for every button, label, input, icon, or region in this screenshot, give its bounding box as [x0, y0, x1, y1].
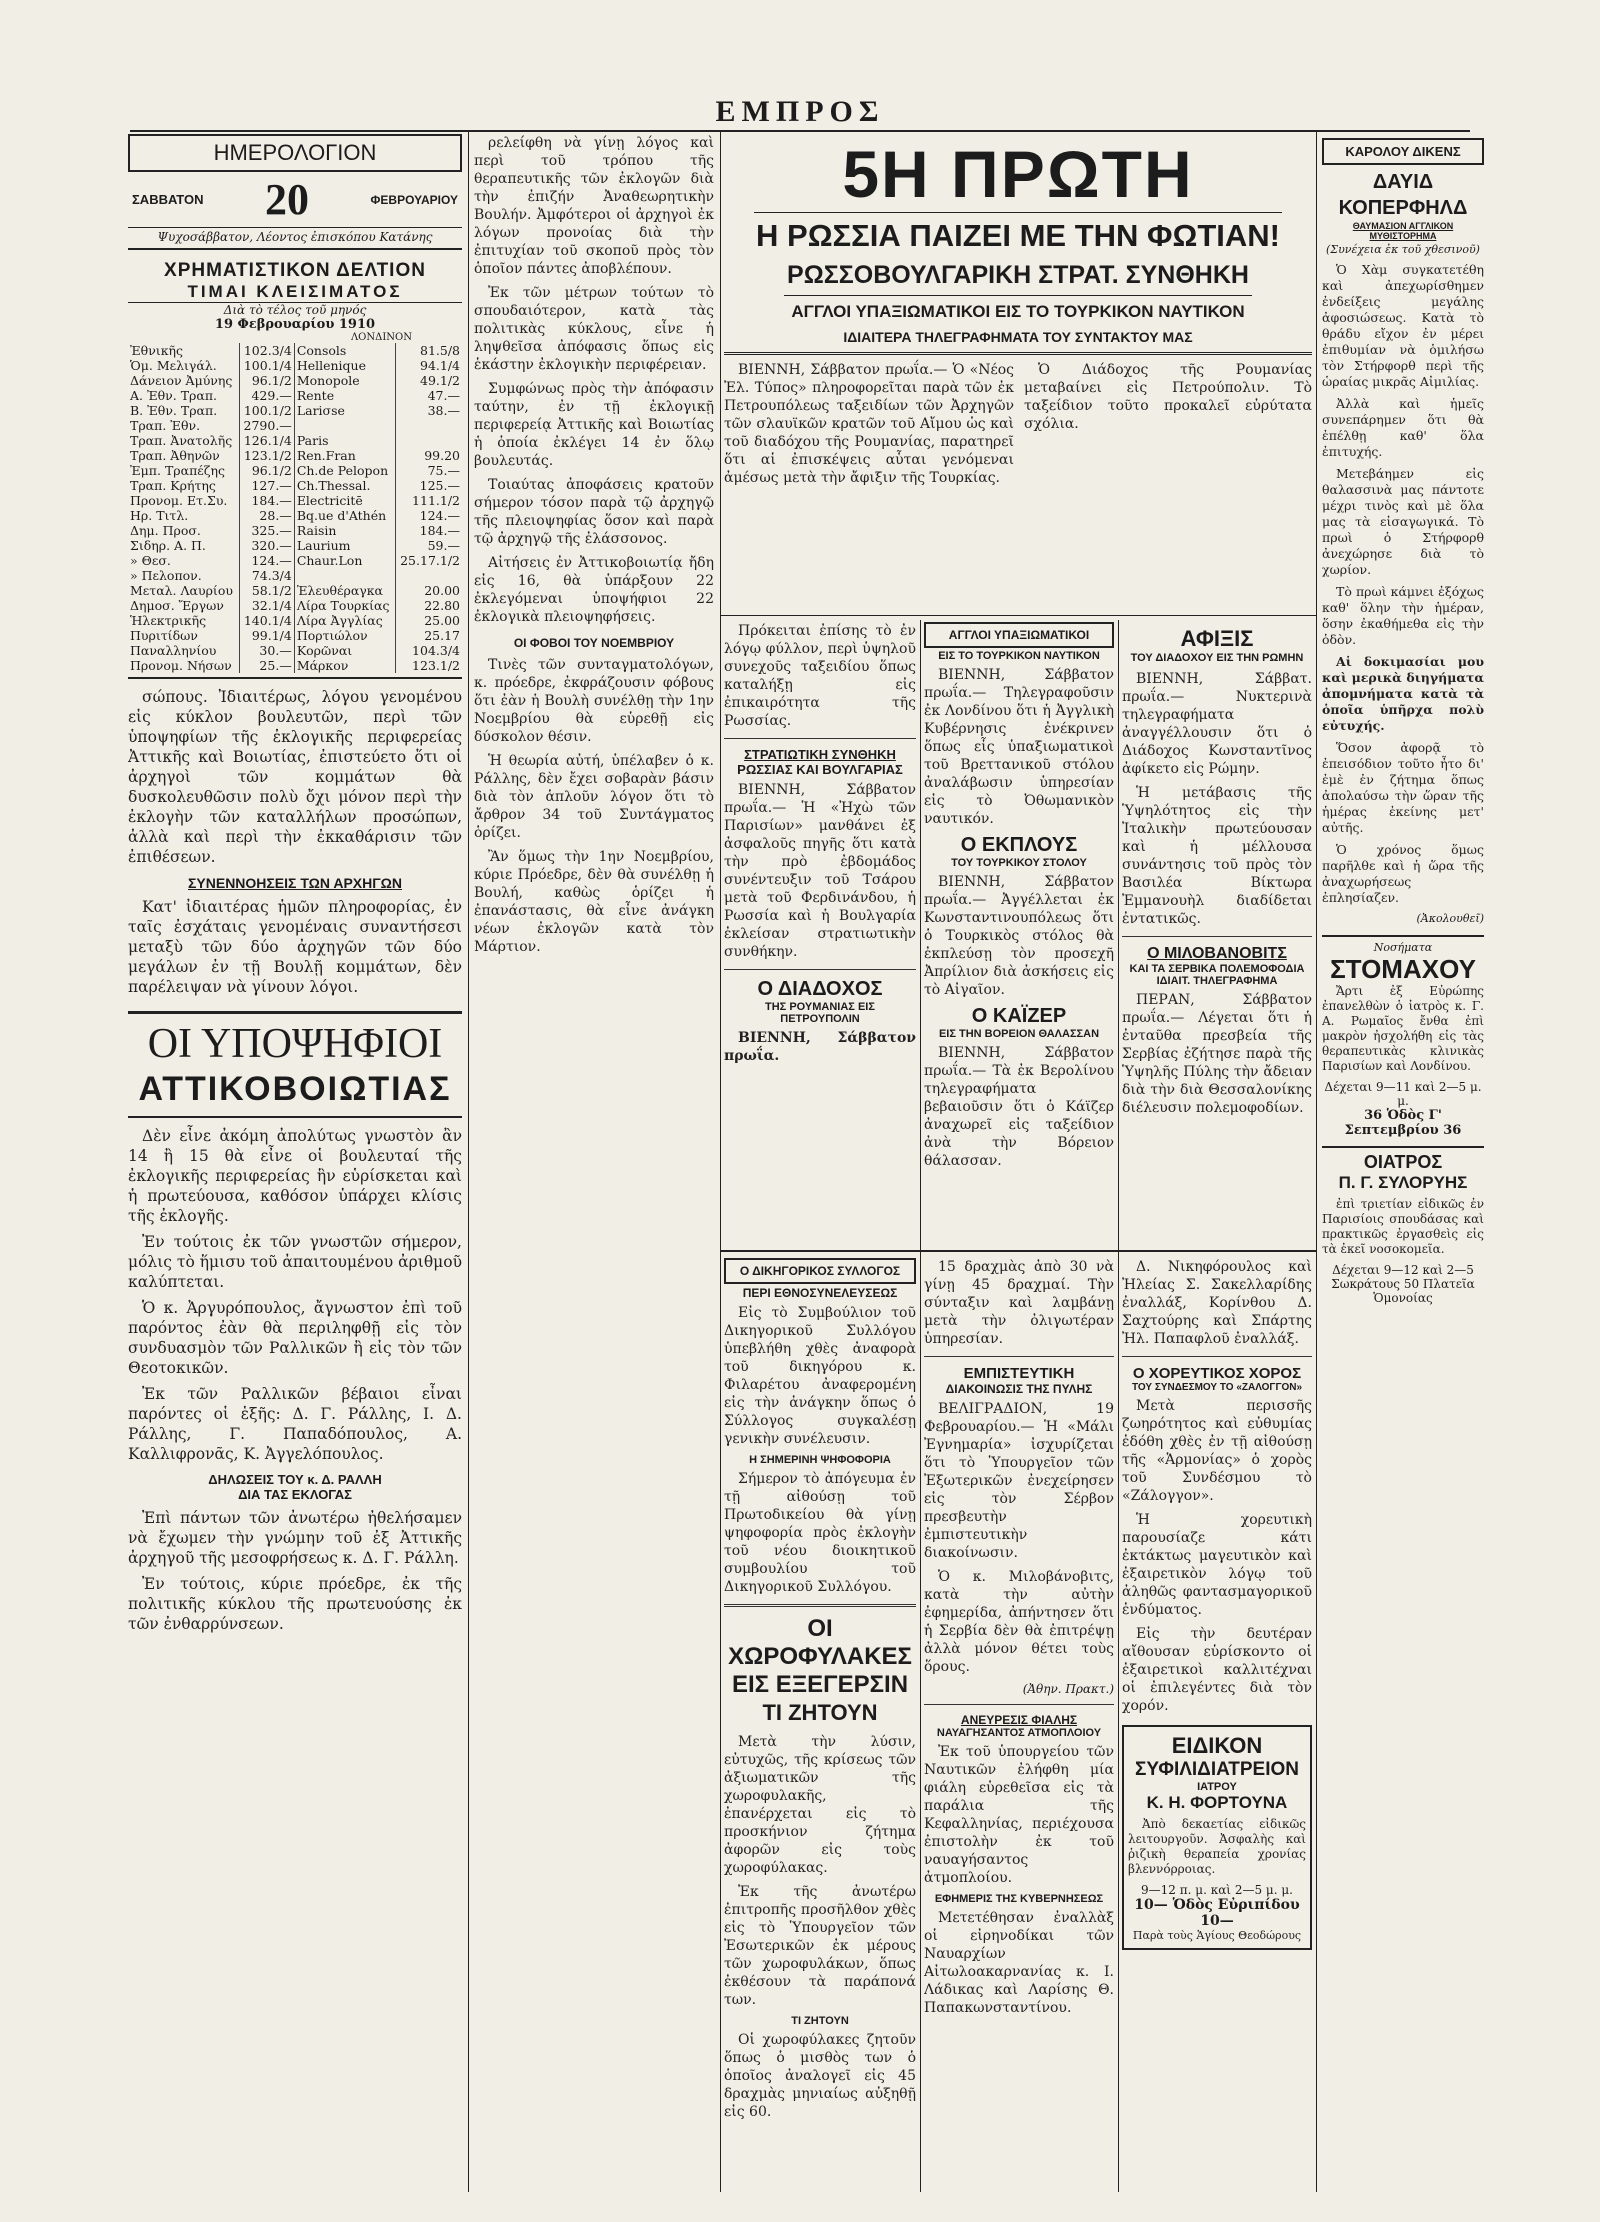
- col4-para-2: ΒΙΕΝΝΗ, Σάββατον πρωΐα.— Τηλεγραφοῦσιν ἐκ Λονδίνου ὅτι ἡ Ἀγγλικὴ Κυβέρνησις ἐνέκρινεν ὅπως εἷς ὑπαξιωματικοὶ τοῦ Βρεττανικοῦ στόλου ἀναλάβωσιν ὑπηρεσίαν εἰς τὸ Ὀθωμανικὸν ναυτικόν.: [924, 667, 1114, 827]
- finance-label: Πορτιώλον: [294, 628, 395, 643]
- col5-para-3: ΠΕΡΑΝ, Σάββατον πρωΐα.— Λέγεται ὅτι ἡ ἐνταῦθα πρεσβεία τῆς Σερβίας ἐζήτησε παρὰ τῆς Ὑψηλῆς Πύλης τὴν ἄδειαν διὰ τὴν διὰ Θεσσαλονίκης διέλευσιν πολεμοφοδίων.: [1122, 992, 1312, 1116]
- finance-label: Μεταλ. Λαυρίου: [128, 583, 239, 598]
- col1-para-3: Δὲν εἶνε ἀκόμη ἀπολύτως γνωστὸν ἂν 14 ἢ 15 θὰ εἶνε οἱ βουλευταί τῆς ἐκλογικῆς περιφερείας ἣν εὑρίσκεται καὶ ἡ πρωτεύουσα, καθόσον ὑπάρχει κλίσις τῆς ἐκλογῆς.: [128, 1127, 462, 1225]
- finance-row: [128, 388, 462, 403]
- column-4-middle: [924, 622, 1114, 1250]
- masthead: ΕΜΠΡΟΣ: [715, 95, 885, 128]
- finance-label: Τραπ. Κρήτης: [128, 478, 239, 493]
- finance-label: Monopole: [294, 373, 395, 388]
- crown-prince-subheading: ΤΗΣ ΡΟΥΜΑΝΙΑΣ ΕΙΣ ΠΕΤΡΟΥΠΟΛΙΝ: [765, 1001, 875, 1025]
- lower3-para-5: Οἱ χωροφύλακες ζητοῦν ὅπως ὁ μισθὸς των ὁ ὁποῖος ἀναλογεῖ εἰς 45 δραχμὰς μηνιαίως αὐξηθῇ εἰς 60.: [724, 2032, 916, 2120]
- clinic-ad-name: Κ. Η. ΦΟΡΤΟΥΝΑ: [1146, 1793, 1288, 1812]
- col2-para-4: Τοιαύτας ἀποφάσεις κρατοῦν σήμερον τόσον παρὰ τῷ ἀρχηγῷ τῆς πλειοψηφίας ὅσον καὶ παρὰ τῷ ἀρχηγῷ τῆς ἐλάσσονος.: [474, 477, 714, 547]
- col1-para-8: Ἐν τούτοις, κύριε πρόεδρε, ἐκ τῆς πολιτικῆς κύκλου τῆς πρωτευούσης ἐκ τῶν ἐνθαρρύνσεων.: [128, 1575, 462, 1633]
- col1-para-1: σώπους. Ἰδιαιτέρως, λόγου γενομένου εἰς κύκλον βουλευτῶν, περὶ τῶν ὑποψηφίων τῆς ἐκλογικῆς περιφερείας Ἀττικῆς καὶ Βοιωτίας, ἐπιστεύετο ὅτι οἱ ἀρχηγοὶ τῶν κομμάτων θὰ δυσκολευθῶσιν πολὺ ὄχι μόνον περὶ τὴν ἐκλογὴν τῶν καταλλήλων προσώπων, ἀλλὰ καὶ περὶ τὴν ἐκκαθάρισιν τῶν ἐπιθέσεων.: [128, 688, 462, 866]
- finance-label: Lariσse: [294, 403, 395, 418]
- finance-label: Consols: [294, 343, 395, 358]
- column-3-middle: [724, 622, 916, 1250]
- finance-note: Διὰ τὸ τέλος τοῦ μηνός: [223, 303, 367, 317]
- finance-value: 429.—: [239, 388, 294, 403]
- col1-para-2: Κατ' ἰδιαιτέρας ἡμῶν πληροφορίας, ἐν ταῖς ἐσχάταις γενομέναις συναντήσεσι μεταξὺ τῶν δύο ἀρχηγῶν τῶν δύο μεγάλων ἐν τῇ Βουλῇ κομμάτων, δὲν παρέλειψαν νὰ γίνουν λόγοι.: [128, 898, 462, 996]
- calendar-month: ΦΕΒΡΟΥΑΡΙΟΥ: [370, 192, 458, 207]
- finance-label: Τραπ. Ἀθηνῶν: [128, 448, 239, 463]
- serial-subtitle: ΘΑΥΜΑΣΙΟΝ ΑΓΓΛΙΚΟΝ ΜΥΘΙΣΤΟΡΗΜΑ: [1352, 221, 1454, 241]
- col2-para-2: Ἐκ τῶν μέτρων τούτων τὸ σπουδαιότερον, κατὰ τὰς πολιτικὰς κύκλους, εἶνε ἡ ληψθεῖσα ἀπόφασις ὅπως εἰς ἑκάστην ἐκλογικὴν περιφέρειαν.: [474, 285, 714, 373]
- finance-value: 184.—: [239, 493, 294, 508]
- third-headline: ΑΓΓΛΟΙ ΥΠΑΞΙΩΜΑΤΙΚΟΙ ΕΙΣ ΤΟ ΤΟΥΡΚΙΚΟΝ ΝΑΥΤΙΚΟΝ: [791, 302, 1245, 321]
- finance-label: Α. Ἐθν. Τραπ.: [128, 388, 239, 403]
- finance-label: Δημ. Προσ.: [128, 523, 239, 538]
- ad-stomach-address: 36 Ὁδὸς Γ' Σεπτεμβρίου 36: [1344, 1108, 1462, 1138]
- crown-prince-heading: Ο ΔΙΑΔΟΧΟΣ: [757, 978, 883, 1000]
- column-4-lower: [924, 1258, 1114, 2194]
- clinic-ad-text: Ἀπὸ δεκαετίας εἰδικῶς λειτουργοῦν. Ἀσφαλὴς καὶ ῥιζικὴ θεραπεία χρονίας βλεννόρροιας.: [1128, 1817, 1306, 1876]
- clinic-ad-address-2: Παρὰ τοὺς Ἁγίους Θεοδώρους: [1132, 1929, 1302, 1942]
- column-5-lower: [1122, 1258, 1312, 2194]
- finance-label: Τραπ. Ἐθν.: [128, 418, 239, 433]
- calendar-saints: Ψυχοσάββατον, Λέοντος ἐπισκόπου Κατάνης: [128, 228, 462, 250]
- fleet-sailing-subheading: ΤΟΥ ΤΟΥΡΚΙΚΟΥ ΣΤΟΛΟΥ: [951, 857, 1087, 869]
- col4-para-1: Ὁ Διάδοχος τῆς Ρουμανίας μεταβαίνει εἰς Πετρούπολιν. Τὸ ταξείδιον τοῦτο προκαλεῖ εὐρύτατα σχόλια.: [1024, 362, 1312, 432]
- finance-label: Δάνειον Ἀμύνης: [128, 373, 239, 388]
- finance-value: 47.—: [427, 388, 460, 403]
- finance-value: 58.1/2: [239, 583, 294, 598]
- finance-value: 49.1/2: [420, 373, 460, 388]
- main-headline: Η ΡΩΣΣΙΑ ΠΑΙΖΕΙ ΜΕ ΤΗΝ ΦΩΤΙΑΝ!: [756, 218, 1280, 253]
- finance-value: 123.1/2: [239, 448, 294, 463]
- lower5-para-2: Μετὰ περισσῆς ζωηρότητος καὶ εὐθυμίας ἐδόθη χθὲς ἐν τῇ αἰθούσῃ τῆς «Ἁρμονίας» ὁ χορὸς τοῦ Συνδέσμου τὸ «Ζάλογγον».: [1122, 1398, 1312, 1504]
- finance-label: Μάρκον: [294, 658, 395, 673]
- calendar-day: ΣΑΒΒΑΤΟΝ: [132, 192, 204, 207]
- finance-label: Κορῶναι: [294, 643, 395, 658]
- finance-label: Σιδηρ. Α. Π.: [128, 538, 239, 553]
- col2-para-3: Συμφώνως πρὸς τὴν ἀπόφασιν ταύτην, ἐν τῇ ἐκλογικῇ περιφερείᾳ Ἀττικῆς καὶ Βοιωτίας ἡ ὁποία ἐκλέγει 14 ἐν ὅλῳ βουλευτάς.: [474, 381, 714, 469]
- col4-para-4: ΒΙΕΝΝΗ, Σάββατον πρωΐα.— Τὰ ἐκ Βερολίνου τηλεγραφήματα βεβαιοῦσιν ὅτι ὁ Κάϊζερ ἀναχωρεῖ εἰς ταξείδιον ἀνὰ τὴν Βόρειον θάλασσαν.: [924, 1045, 1114, 1169]
- clinic-ad-who: ΙΑΤΡΟΥ: [1197, 1781, 1237, 1793]
- column-3-lower: [724, 1258, 916, 2194]
- serial-para-3: Μετεβάημεν εἰς θαλασσινὰ μας πάντοτε μέχρι τινὸς καὶ μὲ ὅλα μας τὰ εἰσαγωγικά. Τὸ πρωὶ ὁ Στήρφορθ ἀνεχώρησε διὰ τὸ χωρίον.: [1322, 466, 1484, 577]
- finance-label: Ch.de Pelopon: [294, 463, 395, 478]
- serial-para-2: Ἀλλὰ καὶ ἡμεῖς συνεπάρημεν ὅτι θὰ ἐπέλθῃ καθ' ὅλα ἐπιτυχής.: [1322, 396, 1484, 459]
- finance-value: [395, 433, 462, 448]
- finance-label: Raisin: [294, 523, 395, 538]
- finance-label: [294, 568, 395, 583]
- arrival-subheading: ΤΟΥ ΔΙΑΔΟΧΟΥ ΕΙΣ ΤΗΝ ΡΩΜΗΝ: [1130, 652, 1304, 664]
- edition-headline: 5Η ΠΡΩΤΗ: [842, 138, 1194, 211]
- col2-para-5: Αἰτήσεις ἐν Ἀττικοβοιωτίᾳ ἤδη εἰς 16, θὰ ὑπάρξουν 22 ἐκλεγόμεναι ὑποψήφιοι 22 ἐκλογικὰ πλειοψηφήσεις.: [474, 555, 714, 625]
- serial-title: ΔΑΥΙΔ ΚΟΠΕΡΦΗΛΔ: [1338, 171, 1468, 219]
- col5-para-2: Ἡ μετάβασις τῆς Ὑψηλότητος εἰς τὴν Ἰταλικὴν πρωτεύουσαν καὶ ἡ μέλλουσα συνάντησις τοῦ πρὸς τὸν Βασιλέα Βίκτωρα Ἐμμανουὴλ διαδίδεται ἐντατικῶς.: [1122, 785, 1312, 927]
- finance-label: Rente: [294, 388, 395, 403]
- finance-label: Ren.Fran: [294, 448, 395, 463]
- british-officers-subheading: ΕΙΣ ΤΟ ΤΟΥΡΚΙΚΟΝ ΝΑΥΤΙΚΟΝ: [938, 650, 1100, 662]
- finance-value: 74.3/4: [239, 568, 294, 583]
- finance-date: 19 Φεβρουαρίου 1910: [214, 317, 376, 332]
- column-5-middle: [1122, 622, 1312, 1250]
- ad-doctor-text: ἐπὶ τριετίαν εἰδικῶς ἐν Παρισίοις σπουδάσας καὶ πρακτικῶς ἐργασθεὶς εἰς τὰ ἐκεῖ νοσοκομεῖα.: [1322, 1197, 1484, 1256]
- lower3-para-2: Σήμερον τὸ ἀπόγευμα ἐν τῇ αἰθούσῃ τοῦ Πρωτοδικείου θὰ γίνῃ ψηφοφορία πρὸς ἐκλογὴν τοῦ νέου διοικητικοῦ συμβουλίου τοῦ Δικηγορικοῦ Συλλόγου.: [724, 1471, 916, 1595]
- kaiser-subheading: ΕΙΣ ΤΗΝ ΒΟΡΕΙΟΝ ΘΑΛΑΣΣΑΝ: [938, 1028, 1100, 1040]
- col1-para-6: Ἐκ τῶν Ραλλικῶν βέβαιοι εἶναι παρόντες οἱ ἑξῆς: Δ. Γ. Ράλλης, Ι. Δ. Ράλλης, Γ. Παπαδόπουλος, Α. Καλλιφρονᾶς, Κ. Ἀγγελόπουλος.: [128, 1385, 462, 1463]
- todays-vote-heading: Η ΣΗΜΕΡΙΝΗ ΨΗΦΟΦΟΡΙΑ: [749, 1454, 891, 1466]
- finance-value: 38.—: [427, 403, 460, 418]
- finance-value: 320.—: [239, 538, 294, 553]
- finance-value: 59.—: [427, 538, 460, 553]
- finance-label: Ηρ. Τιτλ.: [128, 508, 239, 523]
- lower4-source: (Ἀθην. Πρακτ.): [1022, 1682, 1114, 1696]
- front-headline-block: [724, 138, 1312, 612]
- lower6-para-1: Ὅσον ἀφορᾷ τὸ ἐπεισόδιον τοῦτο ἦτο δι' ἐμὲ ἐν ζήτημα ὅπως ἀπολαύσω τὴν ὥραν τῆς ἡμέρας ἐκείνης μετ' αὐτῆς.: [1322, 740, 1484, 835]
- bottle-subheading: ΝΑΥΑΓΗΣΑΝΤΟΣ ΑΤΜΟΠΛΟΙΟΥ: [936, 1727, 1102, 1739]
- ad-doctor-tag: ΟΙΑΤΡΟΣ: [1363, 1152, 1443, 1172]
- finance-value: 124.—: [239, 553, 294, 568]
- finance-label: Electricitē: [294, 493, 395, 508]
- col2-para-7: Ἡ θεωρία αὐτή, ὑπέλαβεν ὁ κ. Ράλλης, δὲν ἔχει σοβαρὰν βάσιν διὰ τὸν ἁπλοῦν λόγον ὅτι τὸ ἄρθρον 34 τοῦ Συντάγματος ὁρίζει.: [474, 753, 714, 841]
- clinic-ad: [1122, 1725, 1312, 1950]
- finance-value: 123.1/2: [412, 658, 460, 673]
- clinic-ad-hours: 9—12 π. μ. καὶ 2—5 μ. μ.: [1141, 1883, 1293, 1897]
- lower4-para-1: 15 δραχμὰς ἀπὸ 30 νὰ γίνῃ 45 δραχμαί. Τὴν σύνταξιν καὶ λαμβάνῃ μετὰ τὴν ὀλιγωτέραν ὑπηρεσίαν.: [924, 1259, 1114, 1347]
- british-officers-heading: ΑΓΓΛΟΙ ΥΠΑΞΙΩΜΑΤΙΚΟΙ: [924, 622, 1114, 648]
- gendarmes-headline-2: ΕΙΣ ΕΞΕΓΕΡΣΙΝ: [731, 1671, 909, 1698]
- section-divider: [720, 1250, 1316, 1252]
- finance-title: ΧΡΗΜΑΤΙΣΤΙΚΟΝ ΔΕΛΤΙΟΝ: [164, 260, 426, 281]
- bar-association-subheading: ΠΕΡΙ ΕΘΝΟΣΥΝΕΛΕΥΣΕΩΣ: [742, 1286, 898, 1300]
- finance-row: [128, 508, 462, 523]
- finance-row: [128, 628, 462, 643]
- porte-note-heading: ΕΜΠΙΣΤΕΥΤΙΚΗ: [963, 1365, 1075, 1382]
- serial-author: ΚΑΡΟΛΟΥ ΔΙΚΕΝΣ: [1322, 138, 1484, 165]
- column-divider: [468, 132, 469, 2192]
- finance-value: 30.—: [239, 643, 294, 658]
- finance-subtitle: ΤΙΜΑΙ ΚΛΕΙΣΙΜΑΤΟΣ: [128, 282, 462, 303]
- rallis-statement-subheading: ΔΙΑ ΤΑΣ ΕΚΛΟΓΑΣ: [238, 1487, 352, 1502]
- finance-label: Προνομ. Ετ.Συ.: [128, 493, 239, 508]
- finance-label: Πυριτίδων: [128, 628, 239, 643]
- lower5-para-3: Ἡ χορευτικὴ παρουσίαζε κάτι ἐκτάκτως μαγευτικὸν καὶ ἐξαιρετικὸν λόγῳ τοῦ ἀληθῶς φαντασμαγορικοῦ ἐνδύματος.: [1122, 1512, 1312, 1618]
- ad-doctor-address: Σωκράτους 50 Πλατεῖα Ὁμονοίας: [1331, 1277, 1475, 1305]
- lower6-para-2: Ὁ χρόνος ὅμως παρῆλθε καὶ ἡ ὥρα τῆς ἀναχωρήσεως ἐπλησίαζεν.: [1322, 842, 1484, 905]
- finance-value: 25.—: [239, 658, 294, 673]
- finance-value: 2790.—: [239, 418, 294, 433]
- finance-label: Ὁμ. Μελιγάλ.: [128, 358, 239, 373]
- secondary-headline: ΡΩΣΣΟΒΟΥΛΓΑΡΙΚΗ ΣΤΡΑΤ. ΣΥΝΘΗΚΗ: [787, 261, 1249, 289]
- ad-doctor-name: Π. Γ. ΣΥΛΟΡΥΗΣ: [1338, 1173, 1468, 1192]
- col2-section-heading: ΟΙ ΦΟΒΟΙ ΤΟΥ ΝΟΕΜΒΡΙΟΥ: [513, 636, 675, 650]
- finance-table: [128, 343, 462, 673]
- gendarmes-headline: ΟΙ ΧΩΡΟΦΥΛΑΚΕΣ: [728, 1615, 912, 1670]
- finance-value: 100.1/2: [239, 403, 294, 418]
- finance-row: [128, 343, 462, 358]
- column-divider: [920, 620, 921, 2192]
- finance-value: 102.3/4: [239, 343, 294, 358]
- ad-stomach-tag: Νοσήματα: [1373, 941, 1433, 954]
- section-divider: [720, 615, 1316, 616]
- finance-label: Chaur.Lon: [294, 553, 395, 568]
- col1-para-4: Ἐν τούτοις ἐκ τῶν γνωστῶν σήμερον, μόλις τὸ ἥμισυ τοῦ ἀπαιτουμένου ἀριθμοῦ καλύπτεται.: [128, 1233, 462, 1291]
- finance-row: [128, 418, 462, 433]
- finance-value: 140.1/4: [239, 613, 294, 628]
- top-rule: [130, 130, 1470, 132]
- rallis-statement-heading: ΔΗΛΩΣΕΙΣ ΤΟΥ κ. Δ. ΡΑΛΛΗ: [208, 1472, 382, 1487]
- col2-para-1: ρελείφθη νὰ γίνῃ λόγος καὶ περὶ τοῦ τρόπου τῆς θεραπευτικῆς τῶν ἐκλογῶν διὰ τὴν ἐπιζήν Ἀναθεωρητικὴν Βουλήν. Ἀμφότεροι οἱ ἀρχηγοὶ ἐκ λόγων προνοίας διὰ τὴν ἐπιτυχίαν τοῦ σκοποῦ πρὸς τὸν ὁποῖον πάντες ἀποβλέπουν.: [474, 135, 714, 277]
- lower4-para-5: Μετετέθησαν ἐναλλὰξ οἱ εἰρηνοδίκαι τῶν Ναυαρχίων Αἰτωλοακαρνανίας κ. Ι. Λάδικας καὶ Λαρίσης Θ. Παπακωνσταντίνου.: [924, 1910, 1114, 2016]
- col1-para-7: Ἐπὶ πάντων τῶν ἀνωτέρω ἠθελήσαμεν νὰ ἔχωμεν τὴν γνώμην τοῦ ἐξ Ἀττικῆς ἀρχηγοῦ τῆς μεσοφρήσεως κ. Δ. Γ. Ράλλη.: [128, 1509, 462, 1567]
- col2-para-6: Τινὲς τῶν συνταγματολόγων, κ. πρόεδρε, ἐκφράζουσιν φόβους ὅτι ἐὰν ἡ Βουλὴ συνέλθῃ τὴν 1ην Νοεμβρίου θὰ εὑρεθῇ εἰς δύσκολον θέσιν.: [474, 657, 714, 745]
- finance-label: Λίρα Τουρκίας: [294, 598, 395, 613]
- fleet-sailing-heading: Ο ΕΚΠΛΟΥΣ: [960, 834, 1078, 856]
- lower5-para-1: Δ. Νικηφόρουλος καὶ Ἠλείας Σ. Σακελλαρίδης ἐναλλάξ, Κορίνθου Δ. Σαχτούρης καὶ Σπάρτης Ἠλ. Παπαφλοῦ ἐναλλάξ.: [1122, 1259, 1312, 1347]
- lower3-para-1: Εἰς τὸ Συμβούλιον τοῦ Δικηγορικοῦ Συλλόγου ὑπεβλήθη χθὲς ἀναφορὰ τοῦ δικηγόρου κ. Φιλαρέτου ἀναφερομένη εἰς τὴν ἀνάγκην ὅπως ὁ Σύλλογος συγκαλέσῃ γενικὴν συνέλευσιν.: [724, 1305, 916, 1447]
- ad-stomach-text: Ἄρτι ἐξ Εὐρώπης ἐπανελθὼν ὁ ἰατρὸς κ. Γ. Α. Ρωμαῖος ἔνθα ἐπὶ μακρὸν ἠσχολήθη εἰς τὰς θεραπευτικὰς κλινικὰς Παρισίων καὶ Λονδίνου.: [1322, 984, 1484, 1073]
- finance-row: [128, 658, 462, 673]
- fourth-headline: ΙΔΙΑΙΤΕΡΑ ΤΗΛΕΓΡΑΦΗΜΑΤΑ ΤΟΥ ΣΥΝΤΑΚΤΟΥ ΜΑΣ: [843, 329, 1193, 345]
- gazette-heading: ΕΦΗΜΕΡΙΣ ΤΗΣ ΚΥΒΕΡΝΗΣΕΩΣ: [934, 1893, 1104, 1905]
- finance-label: Τραπ. Ἀνατολῆς: [128, 433, 239, 448]
- finance-row: [128, 433, 462, 448]
- finance-value: [395, 568, 462, 583]
- finance-value: 99.20: [424, 448, 460, 463]
- column-1: [128, 134, 462, 2194]
- serial-para-1: Ὁ Χὰμ συγκατετέθη καὶ ἀπεχωρίσθημεν ἐνδείξεις μεγάλης ἀφοσιώσεως. Κατὰ τὸ θράδυ εἴχον ἐν μέρει ἐπιθυμίαν νὰ ὁμιλήσω τὸν Στήρφορθ περὶ τῆς ὡραίας μικρᾶς Αἰμιλίας.: [1322, 262, 1484, 389]
- finance-value: 32.1/4: [239, 598, 294, 613]
- finance-label: » Θεσ.: [128, 553, 239, 568]
- milovanovic-telegram: ΙΔΙΑΙΤ. ΤΗΛΕΓΡΑΦΗΜΑ: [1156, 975, 1278, 987]
- finance-row: [128, 463, 462, 478]
- finance-value: 184.—: [419, 523, 460, 538]
- finance-value: 99.1/4: [239, 628, 294, 643]
- finance-value: 25.00: [424, 613, 460, 628]
- finance-value: 96.1/2: [239, 463, 294, 478]
- military-pact-subheading: ΡΩΣΣΙΑΣ ΚΑΙ ΒΟΥΛΓΑΡΙΑΣ: [737, 762, 903, 777]
- finance-label: Laurium: [294, 538, 395, 553]
- lower3-para-3: Μετὰ τὴν λύσιν, εὐτυχῶς, τῆς κρίσεως τῶν ἀξιωματικῶν τῆς χωροφυλακῆς, ἐπανέρχεται εἰς τὸ προσκήνιον ζήτημα ἀφορῶν εἰς τοὺς χωροφύλακας.: [724, 1734, 916, 1876]
- finance-row: [128, 373, 462, 388]
- clinic-ad-address: 10— Ὁδὸς Εὐριπίδου 10—: [1134, 1897, 1300, 1929]
- finance-value: 25.17.1/2: [400, 553, 460, 568]
- finance-row: [128, 493, 462, 508]
- calendar-title: ΗΜΕΡΟΛΟΓΙΟΝ: [128, 134, 462, 172]
- finance-value: 94.1/4: [420, 358, 460, 373]
- finance-label: » Πελοπον.: [128, 568, 239, 583]
- lower4-para-4: Ἐκ τοῦ ὑπουργείου τῶν Ναυτικῶν ἐλήφθη μία φιάλη εὑρεθεῖσα εἰς τὰ παράλια τῆς Κεφαλληνίας, περιέχουσα ἐπιστολὴν ἐκ τοῦ ναυαγήσαντος ἀτμοπλοίου.: [924, 1744, 1114, 1886]
- finance-london: ΛΟΝΔΙΝΟΝ: [350, 332, 412, 343]
- finance-label: Paris: [294, 433, 395, 448]
- finance-row: [128, 448, 462, 463]
- col2-para-8: Ἂν ὅμως τὴν 1ην Νοεμβρίου, κύριε Πρόεδρε, δὲν θὰ συνέλθῃ ἡ Βουλή, καθὼς ὁρίζει ἡ ἐπανάστασις, θὰ εἶνε ἀνάγκη νέων ἐκλογῶν κατὰ τὸν Μάρτιον.: [474, 849, 714, 955]
- lower5-para-4: Εἰς τὴν δευτέραν αἴθουσαν εὑρίσκοντο οἱ ἐξαιρετικοὶ καλλιτέχναι οἱ ἐπιλεγέντες διὰ τὸν χορόν.: [1122, 1626, 1312, 1714]
- finance-label: Λίρα Ἀγγλίας: [294, 613, 395, 628]
- finance-value: 124.—: [419, 508, 460, 523]
- lower4-para-3: Ὁ κ. Μιλοβάνοβιτς, κατὰ τὴν αὐτὴν ἐφημερίδα, ἀπήντησεν ὅτι ἡ Σερβία δὲν θὰ ἐπιτρέψῃ ἀλλὰ μόνον θέτει τοὺς ὅρους.: [924, 1569, 1114, 1675]
- vienna-report-3: ΒΙΕΝΝΗ, Σάββατον πρωΐα.— Ἡ «Ἠχὼ τῶν Παρισίων» μανθάνει ἐξ ἀσφαλοῦς πηγῆς ὅτι κατὰ τὴν πρὸ ἐβδομάδος συνέντευξιν τοῦ Τσάρου μετὰ τοῦ Φερδινάνδου, ἡ Ρωσσία καὶ ἡ Βουλγαρία ἐκλείσαν στρατιωτικὴν συνθήκην.: [724, 782, 916, 960]
- dance-subheading: ΤΟΥ ΣΥΝΔΕΣΜΟΥ ΤΟ «ΖΑΛΟΓΓΟΝ»: [1131, 1382, 1303, 1393]
- column-divider: [1316, 132, 1317, 2192]
- finance-label: Παναλληνίου: [128, 643, 239, 658]
- military-pact-heading: ΣΤΡΑΤΙΩΤΙΚΗ ΣΥΝΘΗΚΗ: [744, 747, 896, 762]
- finance-value: 22.80: [424, 598, 460, 613]
- finance-label: Ἡλεκτρικῆς: [128, 613, 239, 628]
- arrival-heading: ΑΦΙΞΙΣ: [1180, 626, 1254, 651]
- bar-association-heading: Ο ΔΙΚΗΓΟΡΙΚΟΣ ΣΥΛΛΟΓΟΣ: [724, 1258, 916, 1284]
- vienna-report-4: ΒΙΕΝΝΗ, Σάββατον πρωΐα.: [724, 1030, 916, 1064]
- finance-value: 20.00: [424, 583, 460, 598]
- calendar-date: 20: [265, 175, 310, 224]
- column-6: [1322, 138, 1484, 2194]
- col1-para-5: Ὁ κ. Ἀργυρόπουλος, ἄγνωστον ἐπὶ τοῦ παρόντος ἐὰν θὰ περιληφθῇ εἰς τὸν συνδυασμὸν τῶν Ραλλικῶν ἢ εἰς τὸν τῶν Θεοτοκικῶν.: [128, 1299, 462, 1377]
- finance-row: [128, 568, 462, 583]
- finance-row: [128, 478, 462, 493]
- milovanovic-subheading: ΚΑΙ ΤΑ ΣΕΡΒΙΚΑ ΠΟΛΕΜΟΦΟΔΙΑ: [1129, 963, 1305, 975]
- finance-value: 325.—: [239, 523, 294, 538]
- finance-label: Ἐμπ. Τραπέζης: [128, 463, 239, 478]
- column-divider: [1118, 620, 1119, 2192]
- finance-row: [128, 583, 462, 598]
- finance-value: 104.3/4: [412, 643, 460, 658]
- clinic-ad-title-2: ΣΥΦΙΛΙΔΙΑΤΡΕΙΟΝ: [1135, 1759, 1299, 1780]
- finance-label: [294, 418, 395, 433]
- finance-label: Ἐθνικῆς: [128, 343, 239, 358]
- serial-continued: (Συνέχεια ἐκ τοῦ χθεσινοῦ): [1326, 243, 1480, 256]
- dance-heading: Ο ΧΟΡΕΥΤΙΚΟΣ ΧΟΡΟΣ: [1132, 1365, 1302, 1382]
- finance-row: [128, 598, 462, 613]
- lower4-para-2: ΒΕΛΙΓΡΑΔΙΟΝ, 19 Φεβρουαρίου.— Ἡ «Μάλι Ἐγνημαρία» ἰσχυρίζεται ὅτι τὸ Ὑπουργεῖον τῶν Ἐξωτερικῶν ἐνεχείρησεν εἰς τὸν Σέρβον πρεσβευτὴν ἐμπιστευτικὴν διακοίνωσιν.: [924, 1401, 1114, 1561]
- finance-value: 111.1/2: [412, 493, 460, 508]
- finance-row: [128, 538, 462, 553]
- finance-row: [128, 358, 462, 373]
- column-divider: [720, 132, 721, 2192]
- finance-value: 127.—: [239, 478, 294, 493]
- finance-label: Ἐλευθέραγκα: [294, 583, 395, 598]
- finance-row: [128, 613, 462, 628]
- finance-label: Δημοσ. Ἔργων: [128, 598, 239, 613]
- porte-note-subheading: ΔΙΑΚΟΙΝΩΣΙΣ ΤΗΣ ΠΥΛΗΣ: [945, 1382, 1093, 1396]
- finance-label: Hellenique: [294, 358, 395, 373]
- finance-label: Ch.Thessal.: [294, 478, 395, 493]
- big-headline-candidates: ΟΙ ΥΠΟΨΗΦΙΟΙ: [147, 1021, 443, 1067]
- finance-row: [128, 553, 462, 568]
- col1-section-heading: ΣΥΝΕΝΝΟΗΣΕΙΣ ΤΩΝ ΑΡΧΗΓΩΝ: [188, 875, 402, 891]
- col5-para-1: ΒΙΕΝΝΗ, Σάββατ. πρωΐα.— Νυκτερινὰ τηλεγραφήματα ἀναγγέλλουσιν ὅτι ὁ Διάδοχος Κωνσταντῖνος ἀφίκετο εἰς Ρώμην.: [1122, 671, 1312, 777]
- finance-row: [128, 403, 462, 418]
- serial-para-4: Τὸ πρωὶ κάμνει ἐξόχως καθ' ὅλην τὴν ἡμέραν, ὅσην ἐκαθήμεθα εἰς τὴν ὁδὸν.: [1322, 584, 1484, 647]
- finance-value: 100.1/4: [239, 358, 294, 373]
- gendarmes-headline-3: ΤΙ ΖΗΤΟΥΝ: [762, 1700, 878, 1725]
- finance-label: Bq.ue d'Athén: [294, 508, 395, 523]
- finance-label: Προνομ. Νήσων: [128, 658, 239, 673]
- column-2: [474, 134, 714, 2194]
- finance-value: 75.—: [427, 463, 460, 478]
- finance-value: 126.1/4: [239, 433, 294, 448]
- clinic-ad-title: ΕΙΔΙΚΟΝ: [1171, 1733, 1263, 1758]
- bottle-heading: ΑΝΕΥΡΕΣΙΣ ΦΙΑΛΗΣ: [960, 1713, 1078, 1727]
- ad-stomach-hours: Δέχεται 9—11 καὶ 2—5 μ. μ.: [1324, 1080, 1482, 1108]
- ad-stomach-title: ΣΤΟΜΑΧΟΥ: [1330, 954, 1476, 984]
- finance-value: 81.5/8: [420, 343, 460, 358]
- lower3-para-4: Ἐκ τῆς ἀνωτέρω ἐπιτροπῆς προσῆλθον χθὲς εἰς τὸ Ὑπουργεῖον τῶν Ἐσωτερικῶν ἐκ μέρους τῶν χωροφυλάκων, ὅπως ἐκθέσουν τὰ παράπονά των.: [724, 1884, 916, 2008]
- finance-row: [128, 643, 462, 658]
- big-headline-attica: ΑΤΤΙΚΟΒΟΙΩΤΙΑΣ: [138, 1070, 452, 1108]
- ad-doctor-hours: Δέχεται 9—12 καὶ 2—5: [1332, 1263, 1474, 1277]
- what-they-want-heading: ΤΙ ΖΗΤΟΥΝ: [791, 2015, 849, 2027]
- kaiser-heading: Ο ΚΑΪΖΕΡ: [971, 1005, 1067, 1027]
- col4-para-3: ΒΙΕΝΝΗ, Σάββατον πρωΐα.— Ἀγγέλλεται ἐκ Κωνσταντινουπόλεως ὅτι ὁ Τουρκικὸς στόλος θὰ ἐκπλεύσῃ τὸν προσεχῆ Ἀπρίλιον διὰ ἀσκήσεις εἰς τὸ Αἰγαῖον.: [924, 874, 1114, 998]
- finance-value: 28.—: [239, 508, 294, 523]
- finance-value: [395, 418, 462, 433]
- vienna-report-2: Πρόκειται ἐπίσης τὸ ἐν λόγῳ φύλλον, περὶ ὑψηλοῦ συνεχοῦς ταξειδίου ὅπως καταλήξῃ εἰς ἐπικαιρότητα τῆς Ρωσσίας.: [724, 623, 916, 729]
- finance-value: 125.—: [419, 478, 460, 493]
- finance-value: 96.1/2: [239, 373, 294, 388]
- calendar-date-row: [128, 172, 462, 228]
- finance-row: [128, 523, 462, 538]
- serial-to-be-continued: (Ἀκολουθεῖ): [1416, 912, 1484, 925]
- milovanovic-heading: Ο ΜΙΛΟΒΑΝΟΒΙΤΣ: [1147, 945, 1287, 962]
- finance-value: 25.17: [424, 628, 460, 643]
- finance-label: Β. Ἐθν. Τραπ.: [128, 403, 239, 418]
- vienna-report-1: ΒΙΕΝΝΗ, Σάββατον πρωΐα.— Ὁ «Νέος Ἐλ. Τύπος» πληροφορεῖται παρὰ τῶν ἐκ Πετρουπόλεως ταξειδίων τῶν Ἀρχηγῶν τῶν σλαυϊκῶν κρατῶν τοῦ Αἴμου ὡς καὶ τοῦ διαδόχου τῆς Ρουμανίας, παρατηρεῖ ὅτι αἱ ἐπισκέψεις αὗται γενόμεναι ἀμέσως μετὰ τὴν ἄφιξιν τῆς Τουρκίας.: [724, 362, 1014, 486]
- serial-section: Αἱ δοκιμασίαι μου καὶ μερικὰ διηγήματα ἀπομνήματα κατὰ τὰ ὁποῖα ὑπῆρχα πολὺ εὐτυχής.: [1322, 654, 1484, 733]
